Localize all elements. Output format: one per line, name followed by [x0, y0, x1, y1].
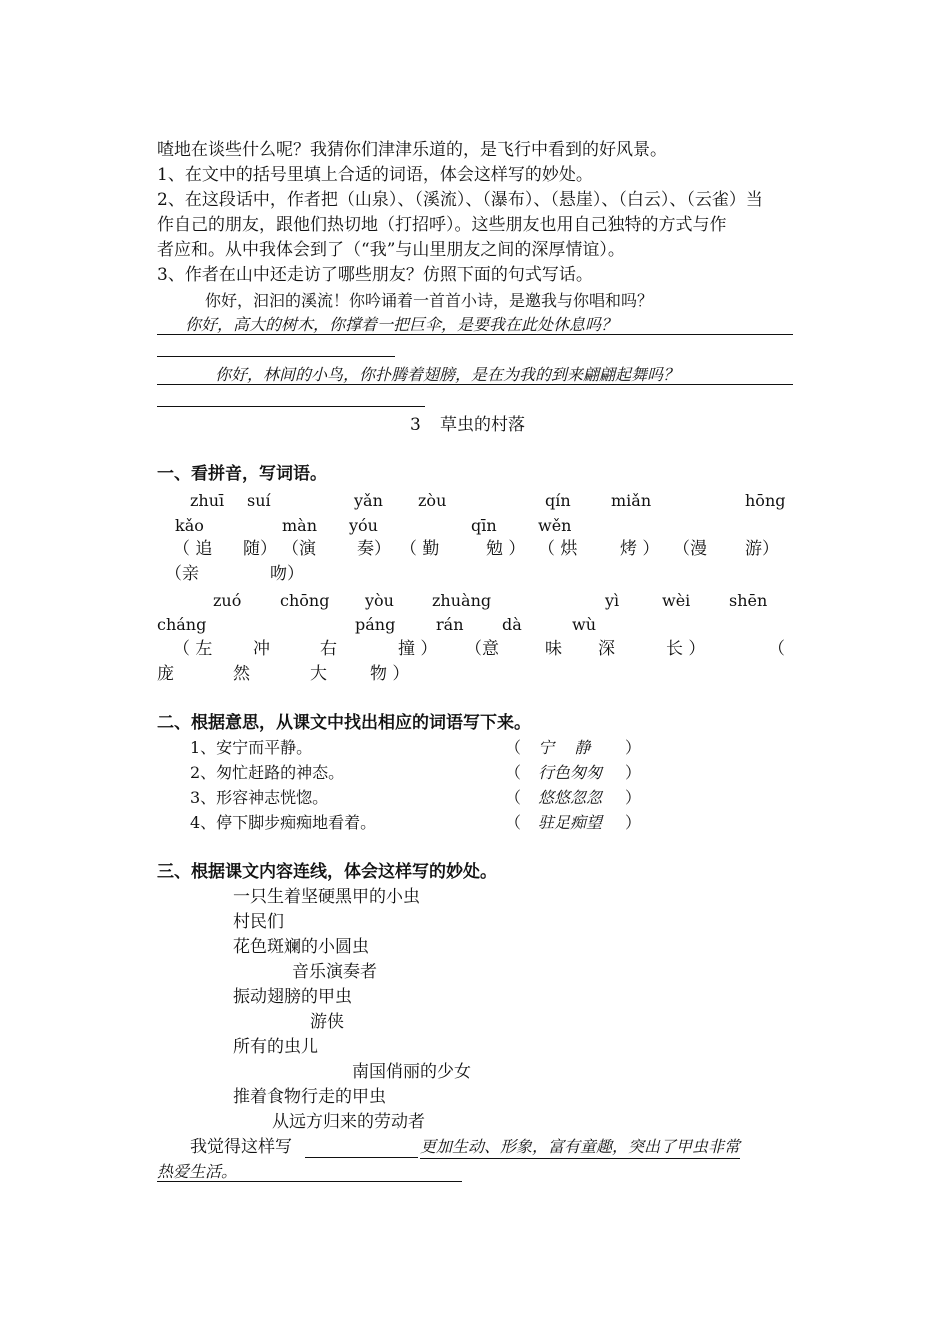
- word-answer[interactable]: 悠悠忽忽: [538, 788, 603, 807]
- question-3: 3、作者在山中还走访了哪些朋友？仿照下面的句式写话。: [157, 265, 593, 285]
- definition: 4、停下脚步痴痴地看着。: [190, 813, 377, 832]
- pinyin: zhuī: [190, 491, 225, 510]
- word-answer[interactable]: 大: [310, 664, 327, 684]
- word-answer[interactable]: 长 ）: [666, 639, 706, 659]
- word-answer[interactable]: 撞 ）: [398, 639, 438, 659]
- word-answer[interactable]: 冲: [253, 639, 270, 659]
- match-item[interactable]: 从远方归来的劳动者: [272, 1112, 425, 1132]
- pinyin: zòu: [418, 491, 447, 510]
- word-answer[interactable]: 行色匆匆: [538, 763, 603, 782]
- pinyin: kǎo: [175, 516, 204, 535]
- question-2-line-3: 者应和。从中我体会到了（“我”与山里朋友之间的深厚情谊）。: [157, 240, 625, 260]
- match-item[interactable]: 振动翅膀的甲虫: [233, 987, 352, 1007]
- word-answer[interactable]: 味: [545, 639, 562, 659]
- pinyin: rán: [436, 615, 464, 634]
- text-line: 喳地在谈些什么呢？我猜你们津津乐道的，是飞行中看到的好风景。: [157, 140, 667, 160]
- answer-prompt: 我觉得这样写: [190, 1137, 292, 1157]
- pinyin: dà: [502, 615, 522, 634]
- pinyin: páng: [355, 615, 396, 634]
- word-answer[interactable]: （漫: [673, 539, 707, 559]
- pinyin: yǎn: [354, 491, 383, 510]
- word-answer[interactable]: （ 烘: [538, 539, 578, 559]
- match-item[interactable]: 南国俏丽的少女: [352, 1062, 471, 1082]
- example-sentence: 你好，汩汩的溪流！你吟诵着一首首小诗，是邀我与你唱和吗？: [205, 291, 654, 310]
- pinyin: yì: [605, 591, 620, 610]
- pinyin: yòu: [365, 591, 394, 610]
- match-item[interactable]: 音乐演奏者: [292, 962, 377, 982]
- bracket-close: ）: [625, 788, 642, 807]
- section-3-heading: 三、根据课文内容连线，体会这样写的妙处。: [157, 862, 497, 882]
- pinyin: yóu: [349, 516, 378, 535]
- answer-text-line-1[interactable]: 更加生动、形象，富有童趣，突出了甲虫非常: [420, 1136, 740, 1159]
- bracket-open: （: [505, 738, 522, 757]
- match-item[interactable]: 一只生着坚硬黑甲的小虫: [233, 887, 420, 907]
- match-item[interactable]: 推着食物行走的甲虫: [233, 1087, 386, 1107]
- bracket-open: （: [505, 763, 522, 782]
- pinyin: shēn: [729, 591, 768, 610]
- bracket-open: （: [505, 788, 522, 807]
- pinyin: zuó: [213, 591, 242, 610]
- word-answer[interactable]: （亲: [165, 564, 199, 584]
- pinyin: qín: [545, 491, 571, 510]
- word-answer[interactable]: （演: [282, 539, 316, 559]
- word-answer[interactable]: 宁 静: [538, 738, 591, 757]
- bracket-close: ）: [625, 738, 642, 757]
- answer-text-line-2[interactable]: 热爱生活。: [157, 1162, 238, 1181]
- word-answer[interactable]: 驻足痴望: [538, 813, 603, 832]
- definition: 3、形容神志恍惚。: [190, 788, 329, 807]
- pinyin: chōng: [280, 591, 330, 610]
- match-item[interactable]: 村民们: [233, 912, 284, 932]
- word-answer[interactable]: 庞: [157, 664, 174, 684]
- word-answer[interactable]: 奏）: [357, 539, 391, 559]
- word-answer[interactable]: 然: [233, 664, 250, 684]
- pinyin: zhuàng: [432, 591, 492, 610]
- pinyin: màn: [282, 516, 318, 535]
- word-answer[interactable]: 勉 ）: [486, 539, 526, 559]
- bracket-open: （: [505, 813, 522, 832]
- word-answer[interactable]: 右: [320, 639, 337, 659]
- pinyin: wèi: [662, 591, 691, 610]
- section-2-heading: 二、根据意思，从课文中找出相应的词语写下来。: [157, 713, 531, 733]
- question-2-line-1: 2、在这段话中，作者把（山泉）、（溪流）、（瀑布）、（悬崖）、（白云）、（云雀）当: [157, 190, 763, 210]
- pinyin: hōng: [745, 491, 786, 510]
- word-answer[interactable]: 烤 ）: [620, 539, 660, 559]
- section-1-heading: 一、看拼音，写词语。: [157, 464, 327, 484]
- lesson-title: 草虫的村落: [440, 415, 525, 435]
- word-answer[interactable]: 随）: [243, 539, 277, 559]
- match-item[interactable]: 花色斑斓的小圆虫: [233, 937, 369, 957]
- word-answer[interactable]: （意: [465, 639, 499, 659]
- match-item[interactable]: 所有的虫儿: [233, 1037, 318, 1057]
- word-answer[interactable]: （ 追: [173, 539, 213, 559]
- bracket-close: ）: [625, 813, 642, 832]
- word-answer[interactable]: （: [768, 639, 785, 659]
- pinyin: miǎn: [611, 491, 652, 510]
- pinyin: cháng: [157, 615, 207, 634]
- question-2-line-2: 作自己的朋友，跟他们热切地（打招呼）。这些朋友也用自己独特的方式与作: [157, 215, 727, 235]
- word-answer[interactable]: 物 ）: [370, 664, 410, 684]
- definition: 1、安宁而平静。: [190, 738, 313, 757]
- answer-sentence-2[interactable]: 你好，林间的小鸟，你扑腾着翅膀，是在为我的到来翩翩起舞吗？: [215, 365, 680, 384]
- word-answer[interactable]: 吻）: [270, 564, 304, 584]
- question-1: 1、在文中的括号里填上合适的词语，体会这样写的妙处。: [157, 165, 593, 185]
- definition: 2、匆忙赶路的神态。: [190, 763, 345, 782]
- pinyin: wù: [572, 615, 596, 634]
- pinyin: qīn: [471, 516, 497, 535]
- pinyin: wěn: [538, 516, 572, 535]
- answer-sentence-1[interactable]: 你好，高大的树木，你撑着一把巨伞，是要我在此处休息吗？: [185, 315, 618, 334]
- bracket-close: ）: [625, 763, 642, 782]
- lesson-number: 3: [410, 415, 421, 435]
- match-item[interactable]: 游侠: [310, 1012, 344, 1032]
- word-answer[interactable]: 游）: [745, 539, 779, 559]
- pinyin: suí: [247, 491, 271, 510]
- word-answer[interactable]: （ 勤: [400, 539, 440, 559]
- word-answer[interactable]: 深: [598, 639, 615, 659]
- word-answer[interactable]: （ 左: [173, 639, 213, 659]
